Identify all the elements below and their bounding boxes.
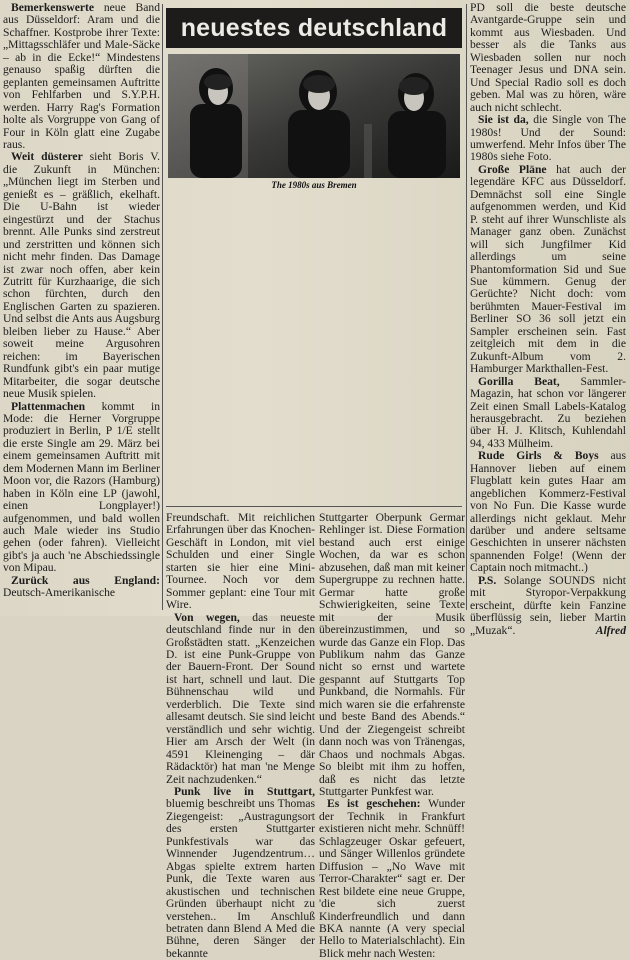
paragraph (470, 114, 626, 164)
paragraph-text: hat auch der legendäre KFC aus Düsseldorf. Demnächst soll eine Single aufgenommen werden, und Kid P. steht auf ihrer Wunschliste als Manager ganz oben. Zunächst will sich Jungfilmer Kid allerdings um seine Phantomformation Sid und Sue Sue kümmern. Genug der Gerüchte? Nicht doch: vom berühmten Mauer-Festival im Berliner SO 36 soll jetzt ein Sampler erscheinen sein. Fast zeitgleich mit dem in die Zukunft-Album vom 2. Hamburger Markthallen-Fest. (470, 162, 626, 376)
paragraph-lead: Sie ist da, (478, 113, 529, 127)
paragraph-text: aus Hannover lieben auf einem Flugblatt kein gutes Haar am angeblichen Kommerz-Festival von No Fun. Die Kasse wurde allerdings nicht geklaut. Mehr darüber und andere seltsame Geschichten in unserer nächsten spannenden Folge! (Wenn der Captain noch mitmacht..) (470, 449, 626, 575)
paragraph-lead: Gorilla Beat, (478, 374, 560, 388)
section-rule (166, 506, 462, 507)
paragraph-text: die Single von The 1980s! Und der Sound: umwerfend. Mehr Infos über The 1980s siehe Foto. (470, 113, 626, 164)
paragraph (470, 376, 626, 451)
paragraph (166, 612, 315, 786)
paragraph-text: Wunder der Technik in Frankfurt existieren nicht mehr. Schnüff! Schlagzeuger Oskar gefeuert, und Sänger Willenlos gründete Diffusion – „No Wave mit Terror-Charakter“ sagt er. Der Rest bildete eine neue Gruppe, 'die sich zuerst Kinderfreundlich und dann BKA nannte (A very special Hello to Materialschlacht). Ein Blick mehr nach Westen: (319, 797, 465, 960)
paragraph (3, 151, 160, 400)
column-3 (319, 511, 465, 960)
paragraph-text: Freundschaft. Mit reichlichen Erfahrungen über das Knochen-Geschäft in London, mit viel Schulden und einer Single starten sie hier eine Mini-Tournee. Noch vor dem Sommer geplant: eine Tour mit Wire. (166, 511, 315, 612)
paragraph-text: kommt in Mode: die Herner Vorgruppe produziert in Berlin, P 1/E stellt die erste Single am 29. März bei einem gemeinsamen Auftritt mit dem Modernen Mann im Berliner Moon vor, die Razors (Hamburg) haben in Köln eine LP (jawohl, einen Longplayer!) aufgenommen, und bald wollen auch Male wieder ins Studio gehen (oder fahren). Vielleicht gibt's ja auch 'ne Abschiedssingle von Mipau. (3, 399, 160, 575)
paragraph-text: Sammler-Magazin, hat schon vor längerer Zeit einen Small Labels-Katalog herausgebracht. Zu beziehen über H. J. Klitsch, Kuhlendahl 94, 433 Mülheim. (470, 374, 626, 450)
paragraph-text: das neueste deutschland finde nur in den Großstädten statt. „Kenzeichen D. ist eine Punk-Gruppe von der Bauern-Front. Der Sound ist hart, schnell und laut. Die Bühnenschau wild und verderblich. Die Texte sind allesamt deutsch. Sie sind leicht verständlich und sehr wichtig. Hier am Arsch der Welt (in 4591 Kleinenging – där Rädacktör) hat man 'ne Menge Zeit nachzudenken.“ (166, 610, 315, 786)
paragraph-text: neue Band aus Düsseldorf: Aram und die Schaffner. Kostprobe ihrer Texte: „Mittagsschläfer und Male-Säcke – ab in die Ecke!“ Mindestens genauso spaßig dürften die geplanten gemeinsamen Auftritte von Fehlfarben und S.Y.P.H. werden. Harry Rag's Formation holte als Vorgruppe von Gang of Four in Köln glatt eine Zugabe raus. (3, 1, 160, 151)
paragraph-lead: Plattenmachen (11, 399, 86, 413)
paragraph-text: Deutsch-Amerikanische (3, 586, 116, 600)
paragraph (470, 575, 626, 637)
paragraph-text: Stuttgarter Oberpunk Germar Rehlinger ist. Diese Formation bestand auch erst einige Wochen, da war es schon abzusehen, daß man mit keiner Supergruppe zu rechnen hatte. Germar hatte große Schwierigkeiten, seine Texte mit der Musik übereinzustimmen, und so wurde das Ganze ein Flop. Das Publikum nahm das Ganze nicht so ernst und wartete gespannt auf Stuttgarts Top Punkband, die Normahls. Für mich waren sie die erfahrenste und beste Band des Abends.“ Und der Ziegengeist schreibt dann noch was von Tränengas, Chaos und nochmals Abgas. So bleibt mit ihm zu hoffen, daß es nicht das letzte Stuttgarter Punkfest war. (319, 511, 465, 798)
paragraph (470, 2, 626, 114)
column-2 (166, 511, 315, 960)
paragraph-lead: Es ist geschehen: (327, 797, 421, 811)
photo-caption: The 1980s aus Bremen (271, 180, 357, 190)
paragraph-lead: Weit düsterer (11, 150, 83, 164)
paragraph-lead: Von wegen, (174, 610, 240, 624)
band-photo (168, 54, 460, 178)
paragraph (166, 786, 315, 960)
paragraph (3, 575, 160, 600)
paragraph-lead: Punk live in Stuttgart, (174, 784, 315, 798)
paragraph-text: sieht Boris V. die Zukunft in München: „München liegt im Sterben und genießt es – gräßlich, ekelhaft. Die U-Bahn ist wieder eingestürzt und der Stachus brennt. Alle Punks sind zerstreut und zerstritten und können sich nicht mehr finden. Das Damage ist zwar noch offen, aber kein Zutritt für Kurzhaarige, die sich schon fürchten, durch den Englischen Garten zu spazieren. Und selbst die Ants aus Augsburg bleiben lieber zu Hause.“ Aber soweit meine Argusohren reichen: im Bayerischen Rundfunk gibt's ein paar mutige Mitarbeiter, die sogar deutsche neue Musik spielen. (3, 150, 160, 401)
paragraph-lead: Große Pläne (478, 162, 547, 176)
paragraph-text: Solange SOUNDS nicht mit Styropor-Verpakkung erscheint, dürfte kein Fanzine überflüssig sein, lieber Martin „Muzak“. (470, 573, 626, 637)
column-1 (3, 2, 160, 614)
paragraph (3, 2, 160, 151)
paragraph-text: PD soll die beste deutsche Avantgarde-Gruppe sein und kommt aus Wiesbaden. Und besser als die Tanks aus Wiesbaden sollen nur noch Teenager Jesus und DNA sein. Und Special Radio soll es doch geben. Mal was zu hören, wäre auch nicht schlecht. (470, 1, 626, 114)
paragraph (3, 401, 160, 575)
paragraph-text: bluemig beschreibt uns Thomas Ziegengeist: „Austragungsort des ersten Stuttgarter Punkfestivals war das Winnender Jugendzentrum… Abgas spielte extrem harten Punk, die Texte waren aus akustischen und technischen Gründen überhaupt nicht zu verstehen.. Im Anschluß betraten dann Blend A Med die Bühne, deren Sänger der bekannte (166, 797, 315, 960)
section-title: neuestes deutschland (166, 8, 462, 48)
column-rule (466, 4, 467, 610)
band-photo-image (168, 54, 460, 178)
column-rule (162, 4, 163, 610)
paragraph-lead: Rude Girls & Boys (478, 449, 599, 463)
paragraph (319, 798, 465, 960)
paragraph (470, 450, 626, 575)
paragraph-lead: P.S. (478, 573, 497, 587)
paragraph (470, 164, 626, 376)
paragraph (319, 512, 465, 798)
paragraph-lead: Bemerkenswerte (11, 1, 95, 14)
column-4 (470, 1, 626, 637)
paragraph (166, 512, 315, 612)
paragraph-lead: Zurück aus England: (11, 573, 160, 587)
author-signature: Alfred (595, 623, 626, 637)
